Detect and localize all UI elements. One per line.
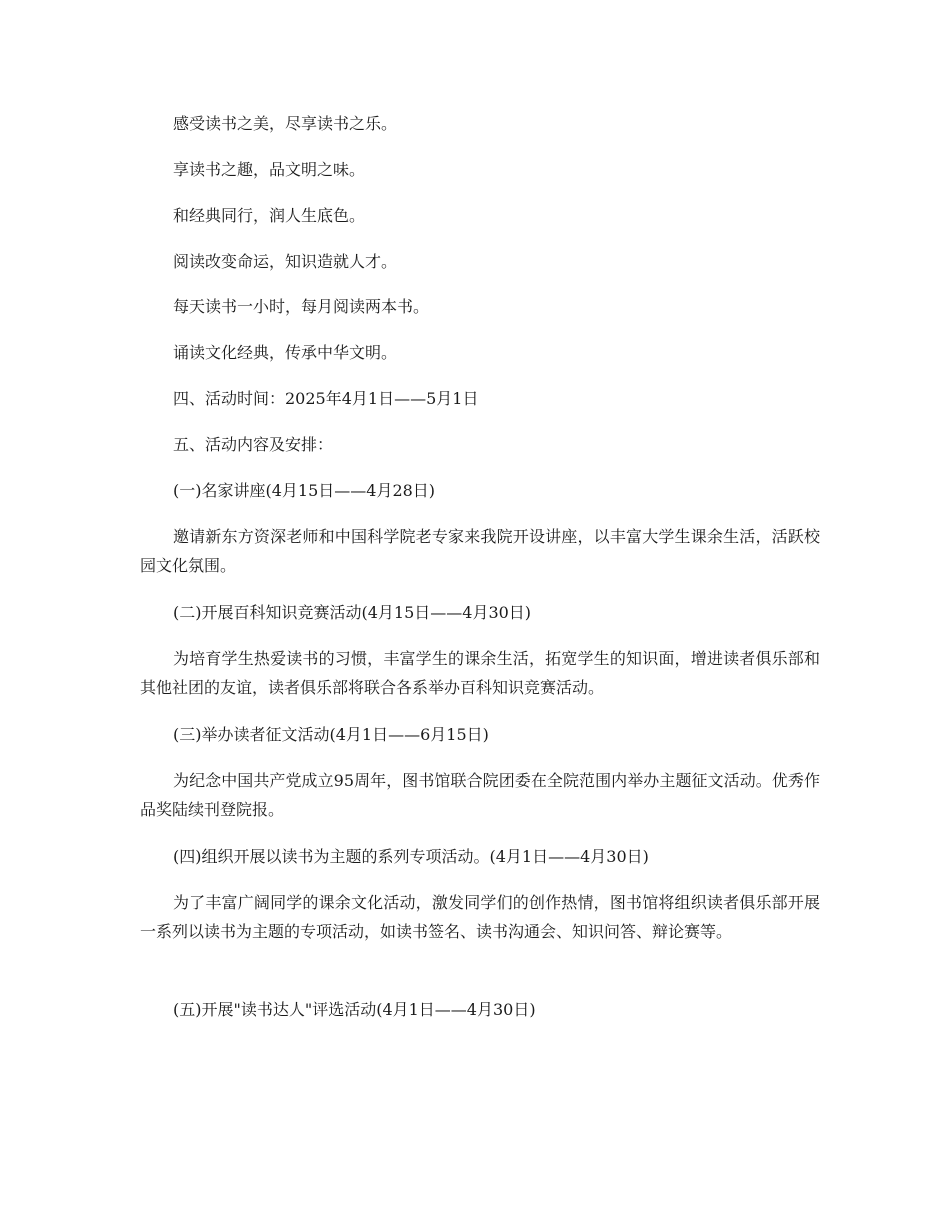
item-heading-1: (一)名家讲座(4月15日——4月28日) bbox=[173, 481, 436, 500]
slogan-line: 阅读改变命运，知识造就人才。 bbox=[173, 252, 398, 271]
slogan-line: 享读书之趣，品文明之味。 bbox=[173, 160, 366, 179]
item-paragraph-1: 邀请新东方资深老师和中国科学院老专家来我院开设讲座，以丰富大学生课余生活，活跃校园文化氛围。 bbox=[140, 527, 820, 575]
slogan-line: 和经典同行，润人生底色。 bbox=[173, 206, 366, 225]
section-heading-content: 五、活动内容及安排： bbox=[173, 435, 334, 454]
slogan-line: 诵读文化经典，传承中华文明。 bbox=[173, 343, 398, 362]
item-heading-5: (五)开展"读书达人"评选活动(4月1日——4月30日) bbox=[173, 1000, 536, 1019]
slogan-line: 感受读书之美，尽享读书之乐。 bbox=[173, 114, 398, 133]
item-heading-2: (二)开展百科知识竞赛活动(4月15日——4月30日) bbox=[173, 603, 532, 622]
item-heading-4: (四)组织开展以读书为主题的系列专项活动。(4月1日——4月30日) bbox=[173, 847, 649, 866]
item-heading-3: (三)举办读者征文活动(4月1日——6月15日) bbox=[173, 725, 489, 744]
slogan-line: 每天读书一小时，每月阅读两本书。 bbox=[173, 297, 430, 316]
section-heading-time: 四、活动时间：2025年4月1日——5月1日 bbox=[173, 389, 479, 408]
item-paragraph-2: 为培育学生热爱读书的习惯，丰富学生的课余生活，拓宽学生的知识面，增进读者俱乐部和其他社团的友谊，读者俱乐部将联合各系举办百科知识竞赛活动。 bbox=[140, 649, 820, 697]
item-paragraph-3: 为纪念中国共产党成立95周年，图书馆联合院团委在全院范围内举办主题征文活动。优秀作品奖陆续刊登院报。 bbox=[140, 771, 820, 819]
item-paragraph-4: 为了丰富广阔同学的课余文化活动，激发同学们的创作热情，图书馆将组织读者俱乐部开展一系列以读书为主题的专项活动，如读书签名、读书沟通会、知识问答、辩论赛等。 bbox=[140, 893, 820, 941]
